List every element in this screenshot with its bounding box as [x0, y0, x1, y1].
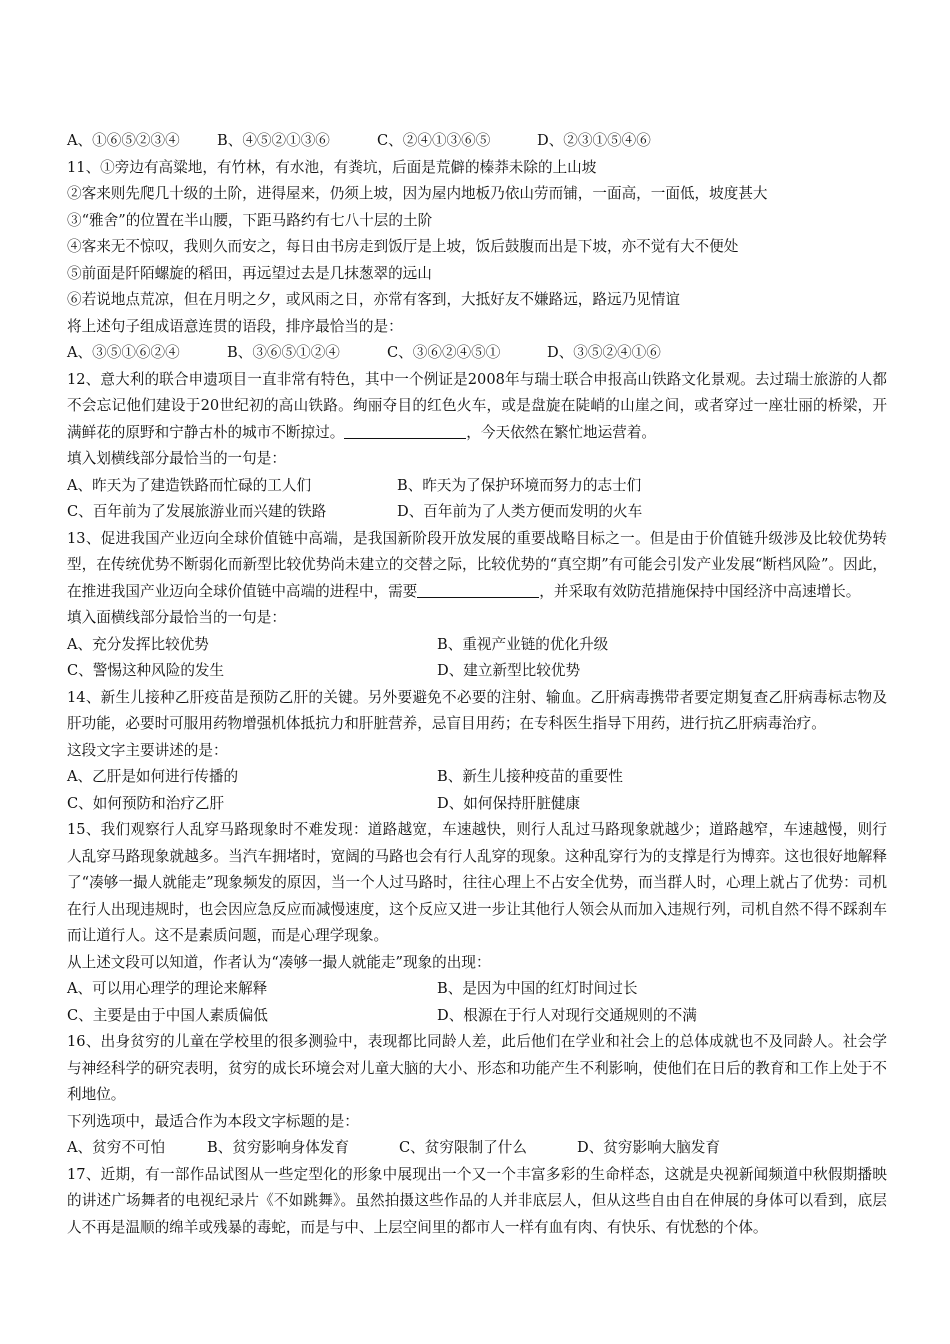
q16-option-b[interactable]: B、贫穷影响身体发育	[207, 1139, 350, 1156]
q11-options	[67, 340, 887, 367]
q15-passage: 15、我们观察行人乱穿马路现象时不难发现：道路越宽，车速越快，则行人乱过马路现象就越少；道路越窄，车速越慢，则行人乱穿马路现象就越多。当汽车拥堵时，宽阔的马路也会有行人乱穿的现象。这种乱穿行为的支撑是行为博弈。这也很好地解释了“凑够一撮人就能走”现象频发的原因，当一个人过马路时，往往心理上不占安全优势，而当群人时，心理上就占了优势：司机在行人出现违规时，也会因应急反应而减慢速度，这个反应又进一步让其他行人领会从而加入违规行列，司机自然不得不踩刹车而让道行人。这不是素质问题，而是心理学现象。	[67, 821, 887, 944]
q15-option-d[interactable]: D、根源在于行人对现行交通规则的不满	[437, 1006, 697, 1024]
q11-option-a[interactable]: A、③⑤①⑥②④	[67, 344, 180, 361]
q13-prompt: 填入面横线部分最恰当的一句是：	[67, 609, 286, 626]
q14-prompt: 这段文字主要讲述的是：	[67, 741, 228, 759]
q16-options	[67, 1135, 887, 1162]
q11-sentence-5: ⑤前面是阡陌螺旋的稻田，再远望过去是几抹葱翠的远山	[67, 264, 432, 282]
q12-option-d[interactable]: D、百年前为了人类方便而发明的火车	[397, 503, 643, 520]
q12-answer-blank	[344, 424, 466, 439]
q14-option-c[interactable]: C、如何预防和治疗乙肝	[67, 794, 225, 812]
q11-sentence-1: 11、①旁边有高粱地，有竹林，有水池，有粪坑，后面是荒僻的榛莽未除的上山坡	[67, 158, 597, 176]
q16-option-a[interactable]: A、贫穷不可怕	[67, 1139, 166, 1156]
q12-passage	[67, 367, 887, 447]
q11-prompt: 将上述句子组成语意连贯的语段，排序最恰当的是：	[67, 317, 403, 335]
q12-options	[67, 473, 887, 526]
document-page	[67, 128, 887, 1241]
q13-text-before: 13、促进我国产业迈向全球价值链中高端，是我国新阶段开放发展的重要战略目标之一。但是由于价值链升级涉及比较优势转型，在传统优势不断弱化而新型比较优势尚未建立的交替之际，比较优势的“真空期”有可能会引发产业发展“断档风险”。因此，在推进我国产业迈向全球价值链中高端的进程中，需要	[67, 529, 887, 600]
q15-option-b[interactable]: B、是因为中国的红灯时间过长	[437, 980, 638, 997]
q13-option-d[interactable]: D、建立新型比较优势	[437, 662, 581, 679]
q12-text-before: 12、意大利的联合申遗项目一直非常有特色，其中一个例证是2008年与瑞士联合申报高山铁路文化景观。去过瑞士旅游的人都不会忘记他们建设于20世纪初的高山铁路。绚丽夺目的红色火车，或是盘旋在陡峭的山崖之间，或者穿过一座壮丽的桥梁，开满鲜花的原野和宁静古朴的城市不断掠过。	[67, 370, 887, 441]
q11-sentence-2: ②客来则先爬几十级的土阶，进得屋来，仍须上坡，因为屋内地板乃依山劳而铺，一面高，一面低，坡度甚大	[67, 185, 768, 202]
q12-option-a[interactable]: A、昨天为了建造铁路而忙碌的工人们	[67, 476, 312, 494]
q12-option-c[interactable]: C、百年前为了发展旅游业而兴建的铁路	[67, 503, 327, 520]
q13-option-a[interactable]: A、充分发挥比较优势	[67, 635, 209, 653]
q10-options	[67, 128, 887, 155]
q17-passage: 17、近期，有一部作品试图从一些定型化的形象中展现出一个又一个丰富多彩的生命样态，这就是央视新闻频道中秋假期播映的讲述广场舞者的电视纪录片《不如跳舞》。虽然拍摄这些作品的人并非底层人，但从这些自由自在伸展的身体可以看到，底层人不再是温顺的绵羊或残暴的毒蛇，而是与中、上层空间里的都市人一样有血有肉、有快乐、有忧愁的个体。	[67, 1165, 887, 1236]
q16-prompt: 下列选项中，最适合作为本段文字标题的是：	[67, 1112, 359, 1130]
q10-option-d[interactable]: D、②③①⑤④⑥	[537, 132, 651, 149]
q15-options	[67, 976, 887, 1029]
q13-text-after: ，并采取有效防范措施保持中国经济中高速增长。	[539, 582, 861, 600]
q13-answer-blank	[417, 583, 539, 598]
q10-option-c[interactable]: C、②④①③⑥⑤	[377, 132, 491, 149]
q12-text-after: ，今天依然在繁忙地运营着。	[466, 423, 657, 441]
q16-passage: 16、出身贫穷的儿童在学校里的很多测验中，表现都比同龄人差，此后他们在学业和社会上的总体成就也不及同龄人。社会学与神经科学的研究表明，贫穷的成长环境会对儿童大脑的大小、形态和功能产生不利影响，使他们在日后的教育和工作上处于不利地位。	[67, 1033, 887, 1103]
q11-sentence-4: ④客来无不惊叹，我则久而安之，每日由书房走到饭厅是上坡，饭后鼓腹而出是下坡，亦不觉有大不便处	[67, 238, 739, 255]
q15-option-c[interactable]: C、主要是由于中国人素质偏低	[67, 1006, 268, 1024]
q13-option-b[interactable]: B、重视产业链的优化升级	[437, 635, 609, 653]
q12-prompt: 填入划横线部分最恰当的一句是：	[67, 450, 286, 467]
q11-option-d[interactable]: D、③⑤②④①⑥	[547, 344, 661, 361]
q14-option-b[interactable]: B、新生儿接种疫苗的重要性	[437, 768, 623, 785]
q11-option-b[interactable]: B、③⑥⑤①②④	[227, 344, 340, 361]
q14-option-a[interactable]: A、乙肝是如何进行传播的	[67, 768, 239, 785]
q14-passage: 14、新生儿接种乙肝疫苗是预防乙肝的关键。另外要避免不必要的注射、输血。乙肝病毒携带者要定期复查乙肝病毒标志物及肝功能，必要时可服用药物增强机体抵抗力和肝脏营养，忌盲目用药；在专科医生指导下用药，进行抗乙肝病毒治疗。	[67, 688, 887, 732]
q15-prompt: 从上述文段可以知道，作者认为“凑够一撮人就能走”现象的出现：	[67, 953, 491, 971]
q12-option-b[interactable]: B、昨天为了保护环境而努力的志士们	[397, 476, 642, 494]
q11-sentence-6: ⑥若说地点荒凉，但在月明之夕，或风雨之日，亦常有客到，大抵好友不嫌路远，路远乃见情谊	[67, 291, 680, 308]
q11-option-c[interactable]: C、③⑥②④⑤①	[387, 344, 501, 361]
q14-options	[67, 764, 887, 817]
q15-option-a[interactable]: A、可以用心理学的理论来解释	[67, 980, 268, 997]
q16-option-d[interactable]: D、贫穷影响大脑发育	[577, 1139, 721, 1156]
q10-option-b[interactable]: B、④⑤②①③⑥	[217, 132, 330, 149]
q13-passage	[67, 526, 887, 606]
q13-options	[67, 632, 887, 685]
q10-option-a[interactable]: A、①⑥⑤②③④	[67, 132, 180, 149]
q14-option-d[interactable]: D、如何保持肝脏健康	[437, 794, 581, 812]
q13-option-c[interactable]: C、警惕这种风险的发生	[67, 662, 225, 679]
q16-option-c[interactable]: C、贫穷限制了什么	[399, 1139, 527, 1156]
q11-sentence-3: ③“雅舍”的位置在半山腰，下距马路约有七八十层的土阶	[67, 211, 433, 229]
